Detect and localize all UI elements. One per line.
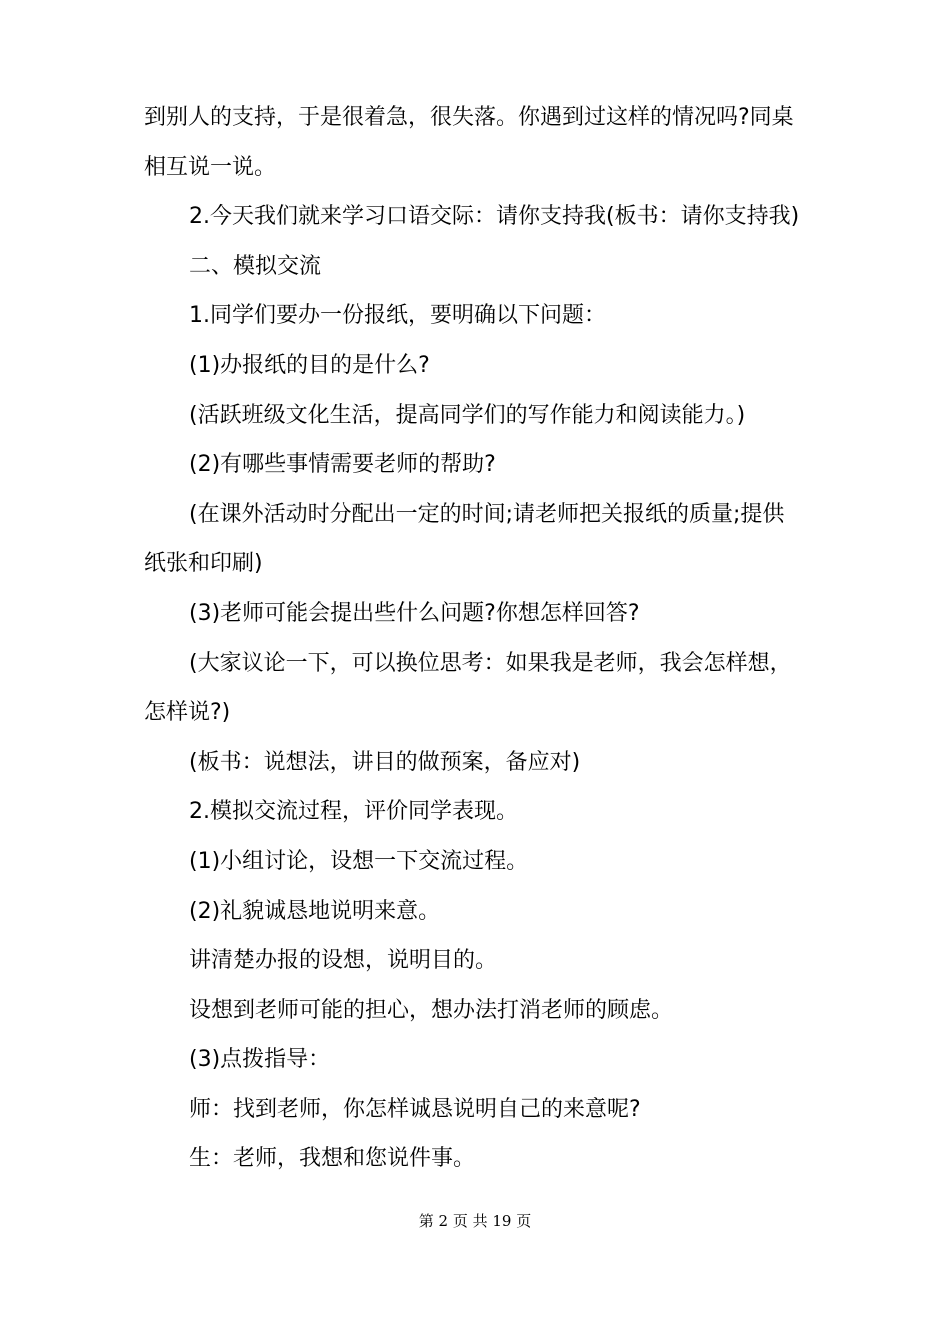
text-line: (2)有哪些事情需要老师的帮助? xyxy=(189,452,496,478)
text-line: 2.模拟交流过程，评价同学表现。 xyxy=(189,799,518,825)
text-line: (1)办报纸的目的是什么? xyxy=(189,352,430,378)
text-line: (在课外活动时分配出一定的时间;请老师把关报纸的质量;提供 xyxy=(189,501,785,527)
text-line: 生：老师，我想和您说件事。 xyxy=(189,1146,476,1172)
section-heading: 二、模拟交流 xyxy=(189,253,322,279)
text-line: 师：找到老师，你怎样诚恳说明自己的来意呢? xyxy=(189,1096,641,1122)
text-line: 讲清楚办报的设想，说明目的。 xyxy=(189,948,498,974)
text-line: 1.同学们要办一份报纸，要明确以下问题： xyxy=(189,303,606,329)
text-line: 到别人的支持，于是很着急，很失落。你遇到过这样的情况吗?同桌 xyxy=(144,105,794,130)
text-line: (2)礼貌诚恳地说明来意。 xyxy=(189,898,441,924)
text-line: 怎样说?) xyxy=(144,700,231,726)
text-line: 纸张和印刷) xyxy=(144,551,263,577)
text-line: 设想到老师可能的担心，想办法打消老师的顾虑。 xyxy=(189,997,674,1023)
text-line: (活跃班级文化生活，提高同学们的写作能力和阅读能力。) xyxy=(189,402,746,428)
text-line: (3)点拨指导： xyxy=(189,1047,331,1073)
text-line: (大家议论一下，可以换位思考：如果我是老师，我会怎样想， xyxy=(189,650,792,676)
text-line: (1)小组讨论，设想一下交流过程。 xyxy=(189,848,529,874)
text-line: (3)老师可能会提出些什么问题?你想怎样回答? xyxy=(189,600,640,626)
text-line: 相互说一说。 xyxy=(144,154,277,180)
text-line: (板书：说想法，讲目的做预案，备应对) xyxy=(189,749,581,775)
page-number-footer: 第 2 页 共 19 页 xyxy=(418,1212,532,1230)
text-line: 2.今天我们就来学习口语交际：请你支持我(板书：请你支持我) xyxy=(189,204,800,230)
document-body xyxy=(144,93,810,1184)
